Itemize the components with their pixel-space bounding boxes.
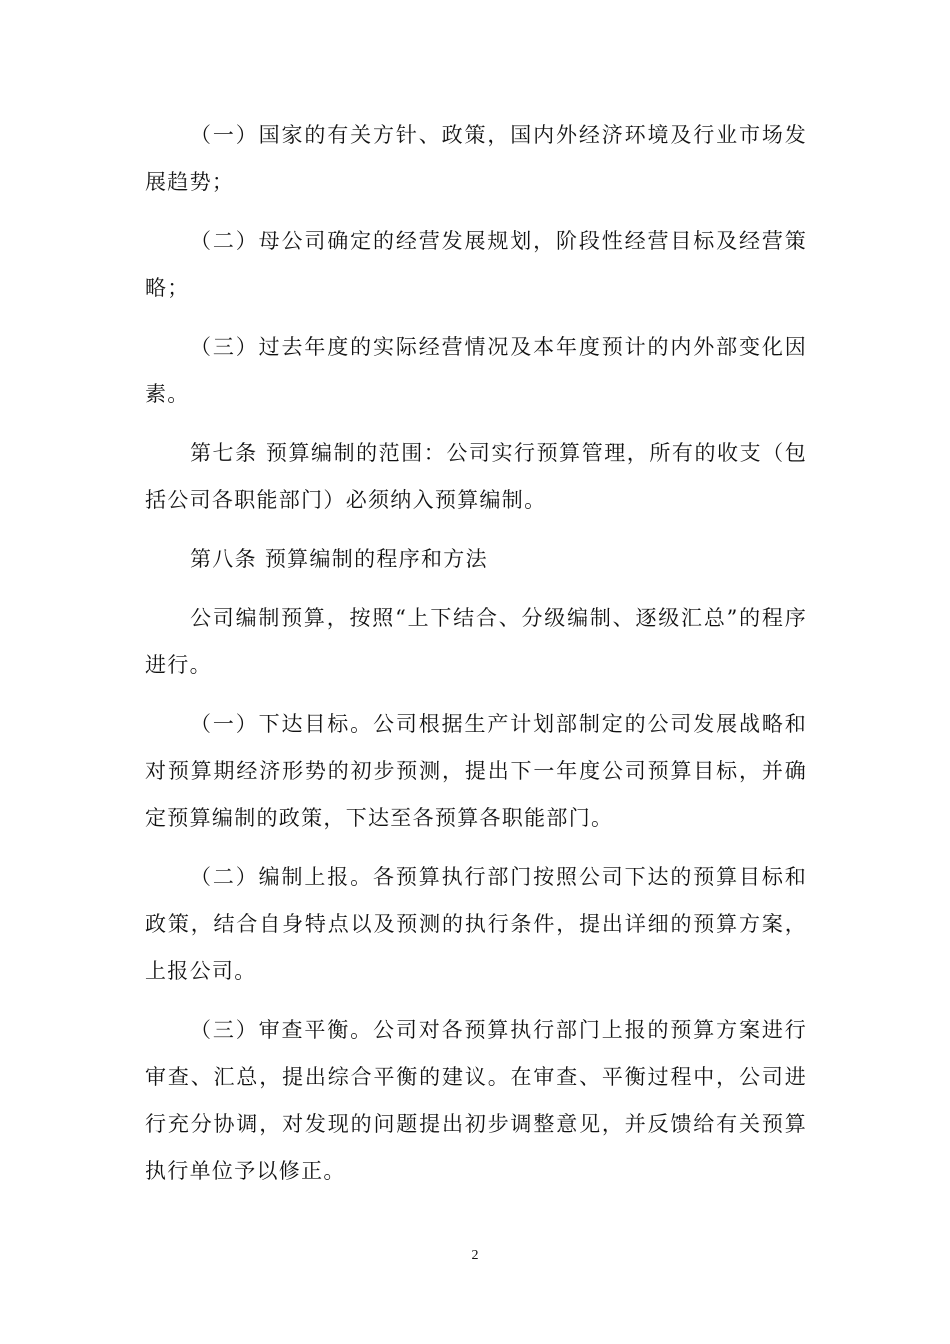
paragraph-step-1: （一）下达目标。公司根据生产计划部制定的公司发展战略和对预算期经济形势的初步预测，提出下一年度公司预算目标，并确定预算编制的政策，下达至各预算各职能部门。 [145, 712, 807, 830]
page-number: 2 [471, 1248, 479, 1263]
paragraph-article-7: 第七条 预算编制的范围：公司实行预算管理，所有的收支（包括公司各职能部门）必须纳入预算编制。 [145, 441, 807, 512]
paragraph-step-2: （二）编制上报。各预算执行部门按照公司下达的预算目标和政策，结合自身特点以及预测的执行条件，提出详细的预算方案，上报公司。 [145, 865, 807, 983]
document-body [145, 112, 807, 1207]
paragraph-basis-1: （一）国家的有关方针、政策，国内外经济环境及行业市场发展趋势； [145, 123, 807, 194]
paragraph-article-8-heading: 第八条 预算编制的程序和方法 [190, 547, 488, 571]
paragraph-basis-3: （三）过去年度的实际经营情况及本年度预计的内外部变化因素。 [145, 335, 807, 406]
paragraph-basis-2: （二）母公司确定的经营发展规划，阶段性经营目标及经营策略； [145, 229, 807, 300]
paragraph-step-3: （三）审查平衡。公司对各预算执行部门上报的预算方案进行审查、汇总，提出综合平衡的建议。在审查、平衡过程中，公司进行充分协调，对发现的问题提出初步调整意见，并反馈给有关预算执行单位予以修正。 [145, 1018, 807, 1183]
paragraph-procedure-intro: 公司编制预算，按照“上下结合、分级编制、逐级汇总”的程序进行。 [145, 606, 807, 677]
